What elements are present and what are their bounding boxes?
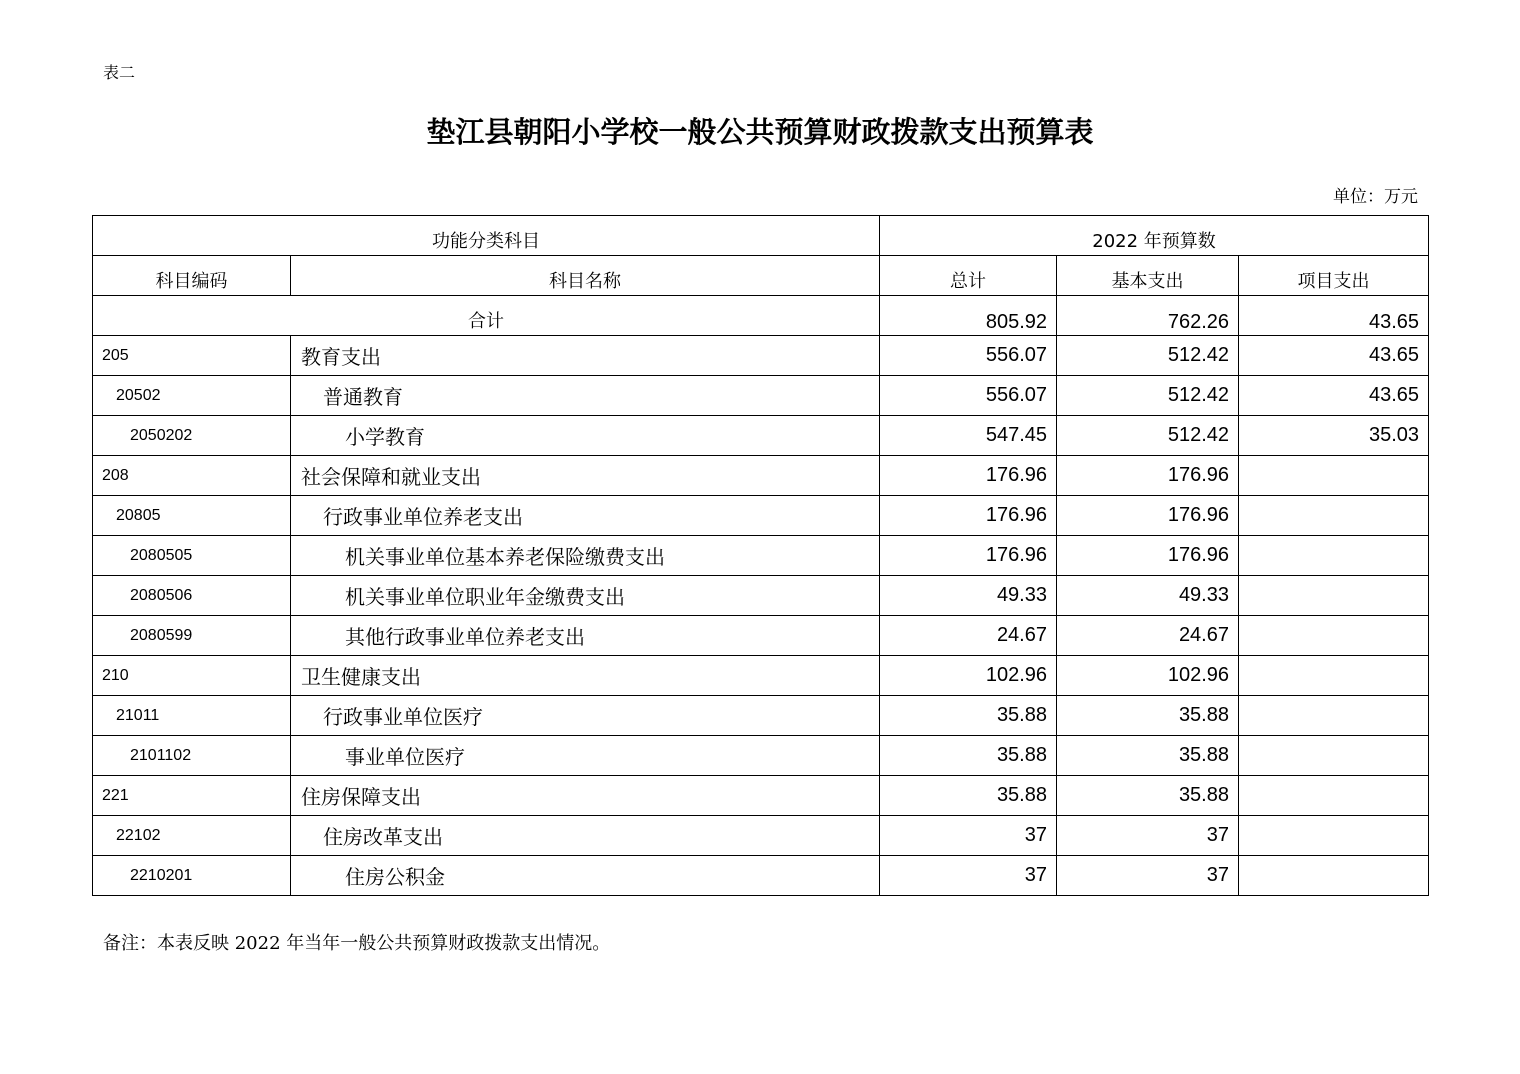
header-name: 科目名称 — [291, 256, 880, 296]
row-basic: 176.96 — [1057, 496, 1239, 536]
row-project — [1239, 576, 1429, 616]
row-name: 教育支出 — [291, 336, 880, 376]
totals-label: 合计 — [93, 296, 880, 336]
row-project — [1239, 776, 1429, 816]
page-title: 垫江县朝阳小学校一般公共预算财政拨款支出预算表 — [426, 115, 1094, 149]
row-code: 22102 — [93, 816, 291, 856]
table-row — [93, 536, 1429, 576]
row-total: 176.96 — [880, 496, 1057, 536]
row-project — [1239, 616, 1429, 656]
table-row — [93, 416, 1429, 456]
row-basic: 512.42 — [1057, 416, 1239, 456]
row-project: 35.03 — [1239, 416, 1429, 456]
row-total: 35.88 — [880, 736, 1057, 776]
header-basic: 基本支出 — [1057, 256, 1239, 296]
header-code: 科目编码 — [93, 256, 291, 296]
row-basic: 24.67 — [1057, 616, 1239, 656]
table-row — [93, 376, 1429, 416]
header-budget-year: 2022 年预算数 — [880, 216, 1429, 256]
row-project — [1239, 656, 1429, 696]
row-basic: 35.88 — [1057, 736, 1239, 776]
row-name: 事业单位医疗 — [291, 736, 880, 776]
row-total: 547.45 — [880, 416, 1057, 456]
budget-table — [92, 215, 1429, 896]
row-code: 20502 — [93, 376, 291, 416]
row-basic: 176.96 — [1057, 456, 1239, 496]
header-row-1 — [93, 216, 1429, 256]
row-code: 210 — [93, 656, 291, 696]
table-row — [93, 616, 1429, 656]
row-total: 556.07 — [880, 336, 1057, 376]
row-project — [1239, 536, 1429, 576]
row-name: 卫生健康支出 — [291, 656, 880, 696]
row-project — [1239, 696, 1429, 736]
table-row — [93, 336, 1429, 376]
row-basic: 49.33 — [1057, 576, 1239, 616]
row-total: 37 — [880, 856, 1057, 896]
table-row — [93, 576, 1429, 616]
row-name: 机关事业单位职业年金缴费支出 — [291, 576, 880, 616]
table-row — [93, 736, 1429, 776]
row-name: 机关事业单位基本养老保险缴费支出 — [291, 536, 880, 576]
row-total: 176.96 — [880, 456, 1057, 496]
table-row — [93, 816, 1429, 856]
row-name: 住房公积金 — [291, 856, 880, 896]
header-row-2 — [93, 256, 1429, 296]
row-total: 49.33 — [880, 576, 1057, 616]
row-name: 小学教育 — [291, 416, 880, 456]
row-name: 行政事业单位医疗 — [291, 696, 880, 736]
row-code: 221 — [93, 776, 291, 816]
row-project — [1239, 456, 1429, 496]
row-code: 2101102 — [93, 736, 291, 776]
row-basic: 35.88 — [1057, 776, 1239, 816]
row-total: 35.88 — [880, 696, 1057, 736]
row-total: 556.07 — [880, 376, 1057, 416]
row-name: 普通教育 — [291, 376, 880, 416]
header-project: 项目支出 — [1239, 256, 1429, 296]
row-project: 43.65 — [1239, 336, 1429, 376]
totals-total: 805.92 — [880, 296, 1057, 336]
row-code: 2080505 — [93, 536, 291, 576]
row-name: 住房改革支出 — [291, 816, 880, 856]
totals-project: 43.65 — [1239, 296, 1429, 336]
row-name: 社会保障和就业支出 — [291, 456, 880, 496]
row-code: 2210201 — [93, 856, 291, 896]
row-name: 行政事业单位养老支出 — [291, 496, 880, 536]
table-row — [93, 856, 1429, 896]
row-project: 43.65 — [1239, 376, 1429, 416]
header-total: 总计 — [880, 256, 1057, 296]
row-total: 35.88 — [880, 776, 1057, 816]
row-code: 2050202 — [93, 416, 291, 456]
row-project — [1239, 816, 1429, 856]
row-total: 37 — [880, 816, 1057, 856]
row-basic: 102.96 — [1057, 656, 1239, 696]
row-total: 24.67 — [880, 616, 1057, 656]
row-basic: 176.96 — [1057, 536, 1239, 576]
row-code: 20805 — [93, 496, 291, 536]
row-basic: 35.88 — [1057, 696, 1239, 736]
row-code: 21011 — [93, 696, 291, 736]
row-code: 2080599 — [93, 616, 291, 656]
unit-label: 单位：万元 — [1333, 187, 1418, 207]
row-project — [1239, 856, 1429, 896]
row-basic: 512.42 — [1057, 336, 1239, 376]
row-code: 2080506 — [93, 576, 291, 616]
row-name: 住房保障支出 — [291, 776, 880, 816]
row-name: 其他行政事业单位养老支出 — [291, 616, 880, 656]
row-project — [1239, 496, 1429, 536]
table-row — [93, 496, 1429, 536]
row-code: 208 — [93, 456, 291, 496]
table-row — [93, 456, 1429, 496]
row-code: 205 — [93, 336, 291, 376]
row-total: 102.96 — [880, 656, 1057, 696]
row-total: 176.96 — [880, 536, 1057, 576]
header-category: 功能分类科目 — [93, 216, 880, 256]
totals-row — [93, 296, 1429, 336]
table-row — [93, 656, 1429, 696]
table-row — [93, 696, 1429, 736]
row-basic: 512.42 — [1057, 376, 1239, 416]
footnote: 备注：本表反映 2022 年当年一般公共预算财政拨款支出情况。 — [103, 933, 611, 954]
row-basic: 37 — [1057, 816, 1239, 856]
table-number-label: 表二 — [103, 63, 136, 82]
row-project — [1239, 736, 1429, 776]
row-basic: 37 — [1057, 856, 1239, 896]
totals-basic: 762.26 — [1057, 296, 1239, 336]
table-row — [93, 776, 1429, 816]
